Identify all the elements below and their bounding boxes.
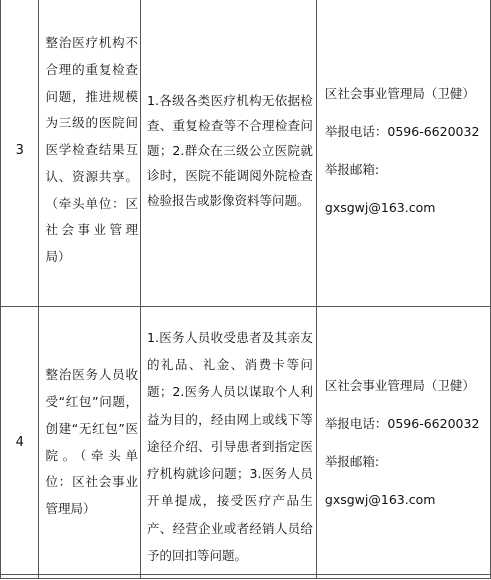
table-bottom-edge	[0, 574, 491, 580]
contact-email: gxsgwj@163.com	[324, 491, 436, 507]
contact-phone: 举报电话：0596-6620032	[324, 415, 480, 431]
contact-phone: 举报电话：0596-6620032	[324, 123, 480, 139]
issue-list: 1.医务人员收受患者及其亲友的礼品、礼金、消费卡等问题；2.医务人员以谋取个人利益为目的，经由网上或线下等途径介绍、引导患者到指定医疗机构就诊问题；3.医务人员开单提成，接受医疗产品生产、经营企业或者经销人员给予的回扣等问题。	[141, 307, 317, 579]
contact-email-label: 举报邮箱:	[324, 161, 380, 177]
contact-email: gxsgwj@163.com	[324, 199, 436, 215]
contact-email-label: 举报邮箱:	[324, 453, 380, 469]
task-description: 整治医疗机构不合理的重复检查问题，推进规模为三级的医院间医学检查结果互认、资源共享。（牵头单位：区社会事业管理局）	[39, 0, 141, 307]
table-row	[1, 0, 491, 307]
contact-info	[316, 307, 490, 579]
contact-unit: 区社会事业管理局（卫健）	[324, 85, 475, 101]
row-number: 4	[1, 307, 39, 579]
contact-unit: 区社会事业管理局（卫健）	[324, 377, 475, 393]
task-description: 整治医务人员收受“红包”问题，创建“无红包”医院。（牵头单位：区社会事业管理局）	[39, 307, 141, 579]
contact-info	[316, 0, 490, 307]
row-number: 3	[1, 0, 39, 307]
table-row	[1, 307, 491, 579]
issue-list: 1.各级各类医疗机构无依据检查、重复检查等不合理检查问题；2.群众在三级公立医院就诊时，医院不能调阅外院检查检验报告或影像资料等问题。	[141, 0, 317, 307]
